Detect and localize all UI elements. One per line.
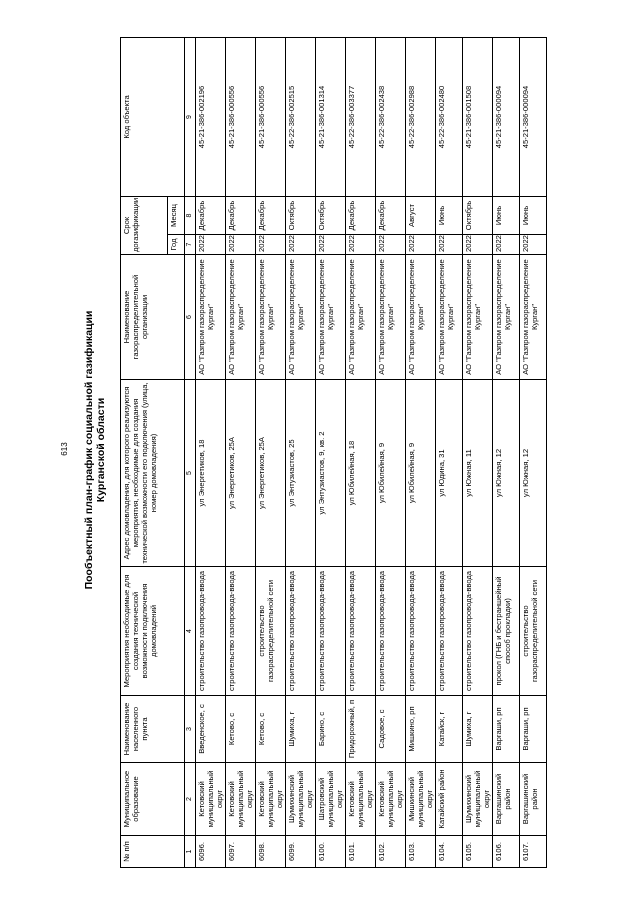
cell-org: АО "Газпром газораспределение Курган": [196, 255, 226, 380]
cell-num: 6103.: [406, 836, 436, 868]
header-address: Адрес домовладения, для которого реализуются мероприятия, необходимые для создания технической возможности его подключения (улица, номер домовладения): [121, 380, 185, 567]
cell-settlement: Кетово, с: [256, 696, 286, 763]
cell-municipality: Кетовский муниципальный округ: [226, 763, 256, 836]
cell-year: 2022: [493, 235, 520, 255]
cell-num: 6101.: [346, 836, 376, 868]
header-settlement: Наименование населенного пункта: [121, 696, 185, 763]
table-row: [520, 38, 547, 868]
cell-month: Декабрь: [376, 197, 406, 235]
table-row: [376, 38, 406, 868]
cell-code: 45-22-386-002438: [376, 38, 406, 197]
column-number: 6: [185, 255, 196, 380]
cell-municipality: Шумихинский муниципальный округ: [286, 763, 316, 836]
cell-year: 2022: [463, 235, 493, 255]
cell-month: Октябрь: [286, 197, 316, 235]
title-line-1: Пообъектный план-график социальной газификации: [83, 310, 95, 590]
cell-year: 2022: [196, 235, 226, 255]
cell-measures: строительство газопровода-ввода: [196, 567, 226, 696]
cell-settlement: Введенское, с: [196, 696, 226, 763]
cell-num: 6102.: [376, 836, 406, 868]
cell-address: ул Южная, 11: [463, 380, 493, 567]
cell-municipality: Катайский район: [436, 763, 463, 836]
page-number: 613: [60, 442, 69, 456]
cell-settlement: Катайск, г: [436, 696, 463, 763]
table-row: [436, 38, 463, 868]
column-number: 7: [185, 235, 196, 255]
cell-org: АО "Газпром газораспределение Курган": [406, 255, 436, 380]
cell-measures: строительство газопровода-ввода: [436, 567, 463, 696]
cell-year: 2022: [406, 235, 436, 255]
cell-org: АО "Газпром газораспределение Курган": [256, 255, 286, 380]
cell-month: Июнь: [436, 197, 463, 235]
table-row: [493, 38, 520, 868]
table-row: [286, 38, 316, 868]
document-title: [83, 145, 107, 755]
header-code: Код объекта: [121, 38, 185, 197]
cell-address: ул Энтузиастов, 25: [286, 380, 316, 567]
cell-code: 45-21-386-002196: [196, 38, 226, 197]
cell-num: 6100.: [316, 836, 346, 868]
cell-measures: прокол (ГНБ и бестраншейный способ прокладки): [493, 567, 520, 696]
cell-address: ул Энергетиков, 18: [196, 380, 226, 567]
column-number-row: [185, 38, 196, 868]
table-row: [316, 38, 346, 868]
cell-address: ул Энергетиков, 25А: [226, 380, 256, 567]
table-body: [196, 38, 547, 868]
table-row: [196, 38, 226, 868]
cell-measures: строительство газораспределительной сети: [256, 567, 286, 696]
cell-year: 2022: [316, 235, 346, 255]
cell-num: 6097.: [226, 836, 256, 868]
cell-measures: строительство газопровода-ввода: [406, 567, 436, 696]
cell-settlement: Барино, с: [316, 696, 346, 763]
header-year: Год: [168, 235, 185, 255]
cell-measures: строительство газопровода-ввода: [376, 567, 406, 696]
cell-month: Декабрь: [346, 197, 376, 235]
cell-org: АО "Газпром газораспределение Курган": [226, 255, 256, 380]
cell-settlement: Варгаши, рп: [493, 696, 520, 763]
cell-settlement: Варгаши, рп: [520, 696, 547, 763]
cell-address: ул Южная, 12: [493, 380, 520, 567]
cell-municipality: Шумихинский муниципальный округ: [463, 763, 493, 836]
cell-num: 6105.: [463, 836, 493, 868]
cell-code: 45-22-386-002515: [286, 38, 316, 197]
cell-org: АО "Газпром газораспределение Курган": [436, 255, 463, 380]
cell-settlement: Шумиха, г: [463, 696, 493, 763]
table-row: [226, 38, 256, 868]
cell-municipality: Кетовский муниципальный округ: [346, 763, 376, 836]
column-number: 2: [185, 763, 196, 836]
cell-month: Декабрь: [256, 197, 286, 235]
title-line-2: Курганской области: [95, 397, 107, 503]
cell-municipality: Шатровский муниципальный округ: [316, 763, 346, 836]
gasification-table: [120, 37, 547, 868]
table-row: [256, 38, 286, 868]
cell-address: ул Южная, 12: [520, 380, 547, 567]
column-number: 4: [185, 567, 196, 696]
cell-address: ул Юбилейная, 9: [376, 380, 406, 567]
header-measures: Мероприятия необходимые для создания технической возможности подключения домовладений: [121, 567, 185, 696]
cell-municipality: Кетовский муниципальный округ: [376, 763, 406, 836]
cell-municipality: Варгашинский район: [520, 763, 547, 836]
cell-code: 45-21-386-000556: [256, 38, 286, 197]
cell-org: АО "Газпром газораспределение Курган": [493, 255, 520, 380]
cell-num: 6098.: [256, 836, 286, 868]
column-number: 9: [185, 38, 196, 197]
cell-measures: строительство газопровода-ввода: [346, 567, 376, 696]
cell-municipality: Кетовский муниципальный округ: [196, 763, 226, 836]
cell-code: 45-21-386-000556: [226, 38, 256, 197]
cell-settlement: Придорожный, п: [346, 696, 376, 763]
cell-org: АО "Газпром газораспределение Курган": [286, 255, 316, 380]
cell-org: АО "Газпром газораспределение Курган": [520, 255, 547, 380]
cell-address: ул Юбилейная, 18: [346, 380, 376, 567]
column-number: 5: [185, 380, 196, 567]
cell-year: 2022: [286, 235, 316, 255]
cell-code: 45-21-386-001508: [463, 38, 493, 197]
column-number: 1: [185, 836, 196, 868]
cell-year: 2022: [520, 235, 547, 255]
header-month: Месяц: [168, 197, 185, 235]
column-number: 3: [185, 696, 196, 763]
cell-code: 45-21-386-000094: [520, 38, 547, 197]
header-term: Срок догазификации: [121, 197, 168, 255]
cell-num: 6104.: [436, 836, 463, 868]
cell-municipality: Мишкинский муниципальный округ: [406, 763, 436, 836]
cell-code: 45-21-386-001314: [316, 38, 346, 197]
cell-num: 6107.: [520, 836, 547, 868]
cell-year: 2022: [346, 235, 376, 255]
cell-settlement: Садовое, с: [376, 696, 406, 763]
cell-month: Август: [406, 197, 436, 235]
header-municipality: Муниципальное образование: [121, 763, 185, 836]
cell-num: 6096.: [196, 836, 226, 868]
cell-month: Декабрь: [226, 197, 256, 235]
header-num: № п/п: [121, 836, 185, 868]
cell-num: 6106.: [493, 836, 520, 868]
cell-month: Октябрь: [316, 197, 346, 235]
cell-num: 6099.: [286, 836, 316, 868]
table-row: [463, 38, 493, 868]
cell-month: Июнь: [493, 197, 520, 235]
cell-month: Декабрь: [196, 197, 226, 235]
cell-measures: строительство газопровода-ввода: [463, 567, 493, 696]
cell-year: 2022: [436, 235, 463, 255]
cell-measures: строительство газопровода-ввода: [226, 567, 256, 696]
cell-org: АО "Газпром газораспределение Курган": [376, 255, 406, 380]
cell-settlement: Кетово, с: [226, 696, 256, 763]
cell-municipality: Варгашинский район: [493, 763, 520, 836]
table-row: [406, 38, 436, 868]
cell-year: 2022: [376, 235, 406, 255]
cell-code: 45-22-386-003377: [346, 38, 376, 197]
header-org: Наименование газораспределительной организации: [121, 255, 185, 380]
cell-code: 45-22-386-002988: [406, 38, 436, 197]
cell-municipality: Кетовский муниципальный округ: [256, 763, 286, 836]
cell-address: ул Энергетиков, 25А: [256, 380, 286, 567]
cell-address: ул Энтузиастов, 9, кв. 2: [316, 380, 346, 567]
cell-address: ул Юбилейная, 9: [406, 380, 436, 567]
cell-org: АО "Газпром газораспределение Курган": [463, 255, 493, 380]
cell-org: АО "Газпром газораспределение Курган": [346, 255, 376, 380]
cell-month: Октябрь: [463, 197, 493, 235]
cell-settlement: Шумиха, г: [286, 696, 316, 763]
cell-code: 45-21-386-000094: [493, 38, 520, 197]
cell-year: 2022: [226, 235, 256, 255]
table-row: [346, 38, 376, 868]
cell-settlement: Мишкино, рп: [406, 696, 436, 763]
cell-code: 45-22-386-002480: [436, 38, 463, 197]
cell-address: ул Юдина, 31: [436, 380, 463, 567]
cell-measures: строительство газораспределительной сети: [520, 567, 547, 696]
column-number: 8: [185, 197, 196, 235]
cell-org: АО "Газпром газораспределение Курган": [316, 255, 346, 380]
cell-year: 2022: [256, 235, 286, 255]
cell-measures: строительство газопровода-ввода: [316, 567, 346, 696]
cell-measures: строительство газопровода-ввода: [286, 567, 316, 696]
cell-month: Июнь: [520, 197, 547, 235]
